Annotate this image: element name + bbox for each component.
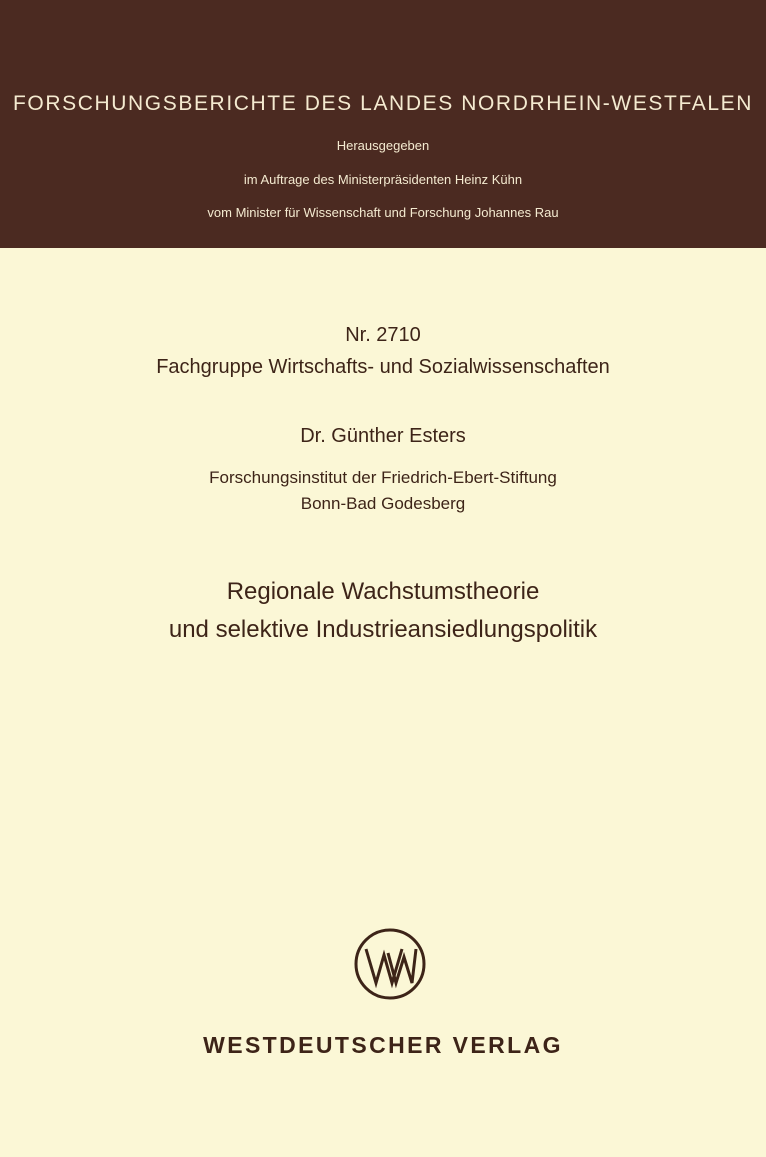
report-number: Nr. 2710 (345, 324, 421, 346)
cover-header-band (0, 0, 766, 248)
subject-group: Fachgruppe Wirtschafts- und Sozialwissenschaften (156, 356, 610, 378)
editor-line-2: im Auftrage des Ministerpräsidenten Heinz Kühn (243, 172, 523, 187)
institute-line-2: Bonn-Bad Godesberg (300, 494, 466, 513)
series-title: FORSCHUNGSBERICHTE DES LANDES NORDRHEIN-WESTFALEN (13, 92, 753, 115)
wv-circle-logo-icon (353, 927, 427, 1001)
book-title-line-2: und selektive Industrieansiedlungspolitik (168, 616, 598, 643)
institute-line-1: Forschungsinstitut der Friedrich-Ebert-Stiftung (209, 468, 557, 487)
author-name: Dr. Günther Esters (300, 425, 466, 447)
book-title-line-1: Regionale Wachstumstheorie (226, 578, 540, 605)
editor-line-1: Herausgegeben (336, 138, 430, 153)
publisher-name: WESTDEUTSCHER VERLAG (203, 1032, 563, 1058)
editor-line-3: vom Minister für Wissenschaft und Forschung Johannes Rau (207, 205, 559, 220)
